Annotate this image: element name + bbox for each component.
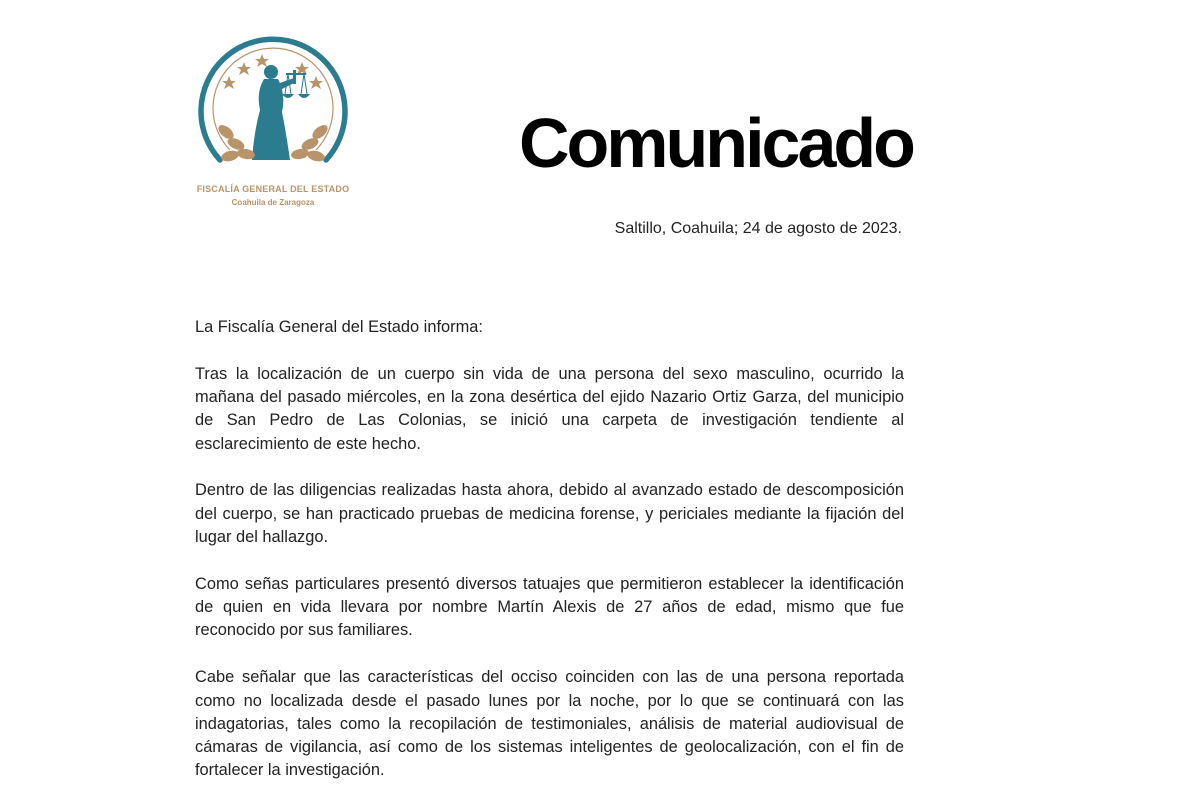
greeting: La Fiscalía General del Estado informa: — [195, 318, 483, 336]
paragraph-2: Dentro de las diligencias realizadas hasta ahora, debido al avanzado estado de descomposición del cuerpo, se han practicado pruebas de medicina forense, y periciales mediante la fijación del lugar del hallazgo. — [195, 481, 904, 547]
justice-emblem-icon — [190, 32, 356, 182]
lady-justice-figure — [252, 65, 310, 160]
page-title: Comunicado — [519, 104, 913, 182]
paragraph-1: Tras la localización de un cuerpo sin vida de una persona del sexo masculino, ocurrido la mañana del pasado miércoles, en la zona desértica del ejido Nazario Ortiz Garza, del municipio de San Pedro de Las Colonias, se inició una carpeta de investigación tendiente al esclarecimiento de este hecho. — [195, 364, 904, 453]
dateline: Saltillo, Coahuila; 24 de agosto de 2023. — [614, 220, 902, 237]
paragraph-4: Cabe señalar que las características del occiso coinciden con las de una persona reportada como no localizada desde el pasado lunes por la noche, por lo que se continuará con las indagatorias, tales como la recopilación de testimoniales, análisis de material audiovisual de cámaras de vigilancia, así como de los sistemas inteligentes de geolocalización, con el fin de fortalecer la investigación. — [195, 668, 904, 780]
document-body — [195, 316, 904, 806]
paragraph-3: Como señas particulares presentó diversos tatuajes que permitieron establecer la identificación de quien en vida llevara por nombre Martín Alexis de 27 años de edad, mismo que fue reconocido por sus familiares. — [195, 574, 904, 640]
fiscalia-logo — [190, 32, 356, 216]
logo-text-line1: FISCALÍA GENERAL DEL ESTADO — [196, 184, 350, 194]
logo-text-line2: Coahuila de Zaragoza — [231, 198, 315, 207]
